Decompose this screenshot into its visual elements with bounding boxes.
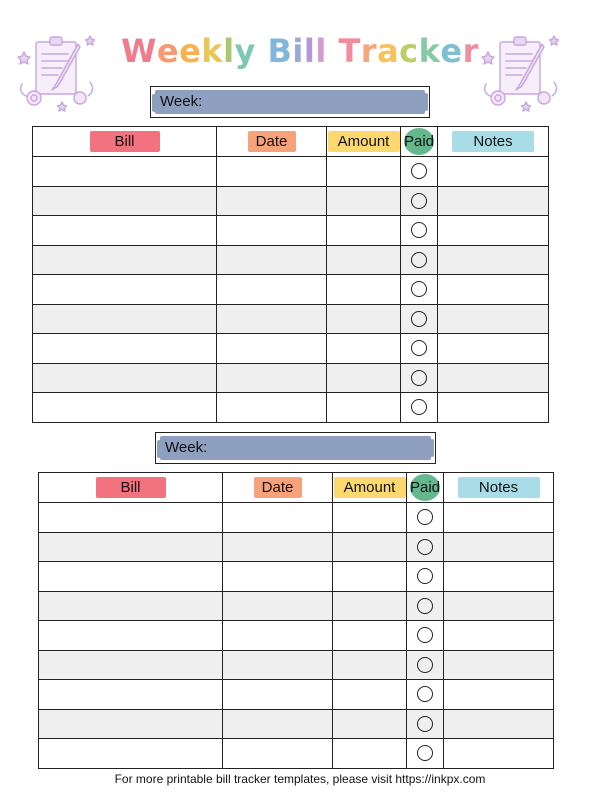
bill-cell[interactable] [39,591,223,621]
amount-cell[interactable] [333,739,407,769]
column-header-bill: Bill [39,473,223,503]
table-row [33,393,549,423]
paid-cell[interactable] [407,591,444,621]
title-letter: l [315,32,327,70]
paid-checkbox-icon[interactable] [417,509,433,525]
paid-checkbox-icon[interactable] [417,716,433,732]
notes-cell[interactable] [438,216,549,246]
amount-cell[interactable] [333,532,407,562]
amount-cell[interactable] [333,680,407,710]
week-label: Week: [165,439,208,456]
paid-checkbox-icon[interactable] [411,399,427,415]
paid-checkbox-icon[interactable] [417,745,433,761]
notes-cell[interactable] [444,650,554,680]
title-letter: W [121,32,157,70]
notes-cell[interactable] [444,591,554,621]
notes-cell[interactable] [444,739,554,769]
paid-cell[interactable] [407,709,444,739]
amount-cell[interactable] [333,709,407,739]
paid-checkbox-icon[interactable] [411,252,427,268]
amount-cell[interactable] [333,650,407,680]
date-cell[interactable] [223,591,333,621]
column-header-paid: Paid [407,473,444,503]
table-row [39,621,554,651]
paid-checkbox-icon[interactable] [411,193,427,209]
column-header-date: Date [217,127,327,157]
date-cell[interactable] [223,650,333,680]
title-letter: l [303,32,316,70]
bill-cell[interactable] [33,157,217,187]
notes-cell[interactable] [444,562,554,592]
paid-cell[interactable] [401,186,438,216]
amount-cell[interactable] [327,216,401,246]
bill-cell[interactable] [33,275,217,305]
title-letter [256,32,268,70]
date-cell[interactable] [223,680,333,710]
column-header-date: Date [223,473,333,503]
paid-cell[interactable] [401,216,438,246]
date-cell[interactable] [217,186,327,216]
bill-cell[interactable] [33,393,217,423]
date-cell[interactable] [217,304,327,334]
paid-cell[interactable] [407,532,444,562]
paid-cell[interactable] [407,739,444,769]
table-row [39,591,554,621]
amount-cell[interactable] [327,245,401,275]
notes-cell[interactable] [444,621,554,651]
table-row [33,304,549,334]
bill-cell[interactable] [33,334,217,364]
notes-cell[interactable] [438,393,549,423]
notes-cell[interactable] [444,680,554,710]
week-label: Week: [160,93,203,110]
date-cell[interactable] [217,334,327,364]
table-row [39,503,554,533]
date-cell[interactable] [217,275,327,305]
column-header-paid: Paid [401,127,438,157]
title-letter: i [292,32,304,70]
amount-cell[interactable] [327,275,401,305]
bill-table [32,126,549,423]
notes-cell[interactable] [438,157,549,187]
amount-cell[interactable] [327,157,401,187]
bill-cell[interactable] [33,304,217,334]
date-cell[interactable] [223,532,333,562]
table-row [39,650,554,680]
paid-cell[interactable] [401,275,438,305]
title-letter: c [399,32,419,70]
notes-cell[interactable] [444,503,554,533]
table-row [39,562,554,592]
paid-checkbox-icon[interactable] [411,163,427,179]
date-cell[interactable] [223,739,333,769]
title-letter [327,32,339,70]
paid-checkbox-icon[interactable] [417,568,433,584]
table-row [33,186,549,216]
table-header-row [39,473,554,503]
notes-cell[interactable] [438,245,549,275]
title-letter: k [201,32,224,70]
paid-checkbox-icon[interactable] [411,222,427,238]
date-cell[interactable] [217,363,327,393]
paid-checkbox-icon[interactable] [411,311,427,327]
amount-cell[interactable] [327,304,401,334]
column-header-notes: Notes [444,473,554,503]
notes-cell[interactable] [438,275,549,305]
title-letter: e [440,32,463,70]
title-letter: B [267,32,293,70]
table-row [33,363,549,393]
date-cell[interactable] [223,621,333,651]
notes-cell[interactable] [438,363,549,393]
notes-cell[interactable] [438,334,549,364]
page-title [0,32,600,70]
table-row [33,275,549,305]
amount-cell[interactable] [327,334,401,364]
paid-cell[interactable] [401,334,438,364]
table-row [33,157,549,187]
notes-cell[interactable] [444,709,554,739]
bill-cell[interactable] [39,621,223,651]
title-letter: T [338,32,361,70]
footer-note: For more printable bill tracker templates, please visit https://inkpx.com [114,772,486,786]
date-cell[interactable] [223,503,333,533]
date-cell[interactable] [217,245,327,275]
table-row [39,709,554,739]
bill-cell[interactable] [39,709,223,739]
title-letter: y [234,32,256,70]
column-header-amount: Amount [327,127,401,157]
paid-cell[interactable] [401,245,438,275]
bill-table [38,472,554,769]
title-letter: k [418,32,441,70]
paid-checkbox-icon[interactable] [417,657,433,673]
table-header-row [33,127,549,157]
column-header-amount: Amount [333,473,407,503]
notes-cell[interactable] [438,304,549,334]
amount-cell[interactable] [327,393,401,423]
table-row [39,680,554,710]
table-row [39,739,554,769]
bill-cell[interactable] [39,739,223,769]
paid-checkbox-icon[interactable] [417,539,433,555]
bill-cell[interactable] [39,562,223,592]
paid-cell[interactable] [401,304,438,334]
title-letter: r [462,32,479,70]
paid-checkbox-icon[interactable] [417,598,433,614]
paid-cell[interactable] [401,363,438,393]
notes-cell[interactable] [438,186,549,216]
paid-checkbox-icon[interactable] [411,281,427,297]
bill-cell[interactable] [39,680,223,710]
column-header-notes: Notes [438,127,549,157]
date-cell[interactable] [217,393,327,423]
paid-cell[interactable] [407,650,444,680]
paid-checkbox-icon[interactable] [417,627,433,643]
title-letter: e [179,32,202,70]
title-letter: e [156,32,180,70]
date-cell[interactable] [217,157,327,187]
bill-cell[interactable] [33,245,217,275]
title-letter: l [223,32,235,70]
bill-cell[interactable] [39,650,223,680]
paid-cell[interactable] [407,503,444,533]
column-header-bill: Bill [33,127,217,157]
bill-cell[interactable] [33,186,217,216]
bill-cell[interactable] [33,216,217,246]
amount-cell[interactable] [333,562,407,592]
date-cell[interactable] [217,216,327,246]
table-row [33,245,549,275]
bill-cell[interactable] [33,363,217,393]
table-row [33,334,549,364]
paid-cell[interactable] [401,393,438,423]
paid-checkbox-icon[interactable] [411,370,427,386]
paid-cell[interactable] [407,562,444,592]
date-cell[interactable] [223,709,333,739]
paid-checkbox-icon[interactable] [417,686,433,702]
bill-cell[interactable] [39,503,223,533]
date-cell[interactable] [223,562,333,592]
amount-cell[interactable] [333,503,407,533]
amount-cell[interactable] [327,186,401,216]
amount-cell[interactable] [333,621,407,651]
paid-cell[interactable] [407,621,444,651]
bill-cell[interactable] [39,532,223,562]
week-field[interactable] [150,86,430,118]
amount-cell[interactable] [327,363,401,393]
table-row [33,216,549,246]
notes-cell[interactable] [444,532,554,562]
table-row [39,532,554,562]
paid-cell[interactable] [407,680,444,710]
amount-cell[interactable] [333,591,407,621]
paid-checkbox-icon[interactable] [411,340,427,356]
title-letter: r [360,32,378,70]
paid-cell[interactable] [401,157,438,187]
week-field[interactable] [155,432,436,464]
title-letter: a [377,32,400,70]
